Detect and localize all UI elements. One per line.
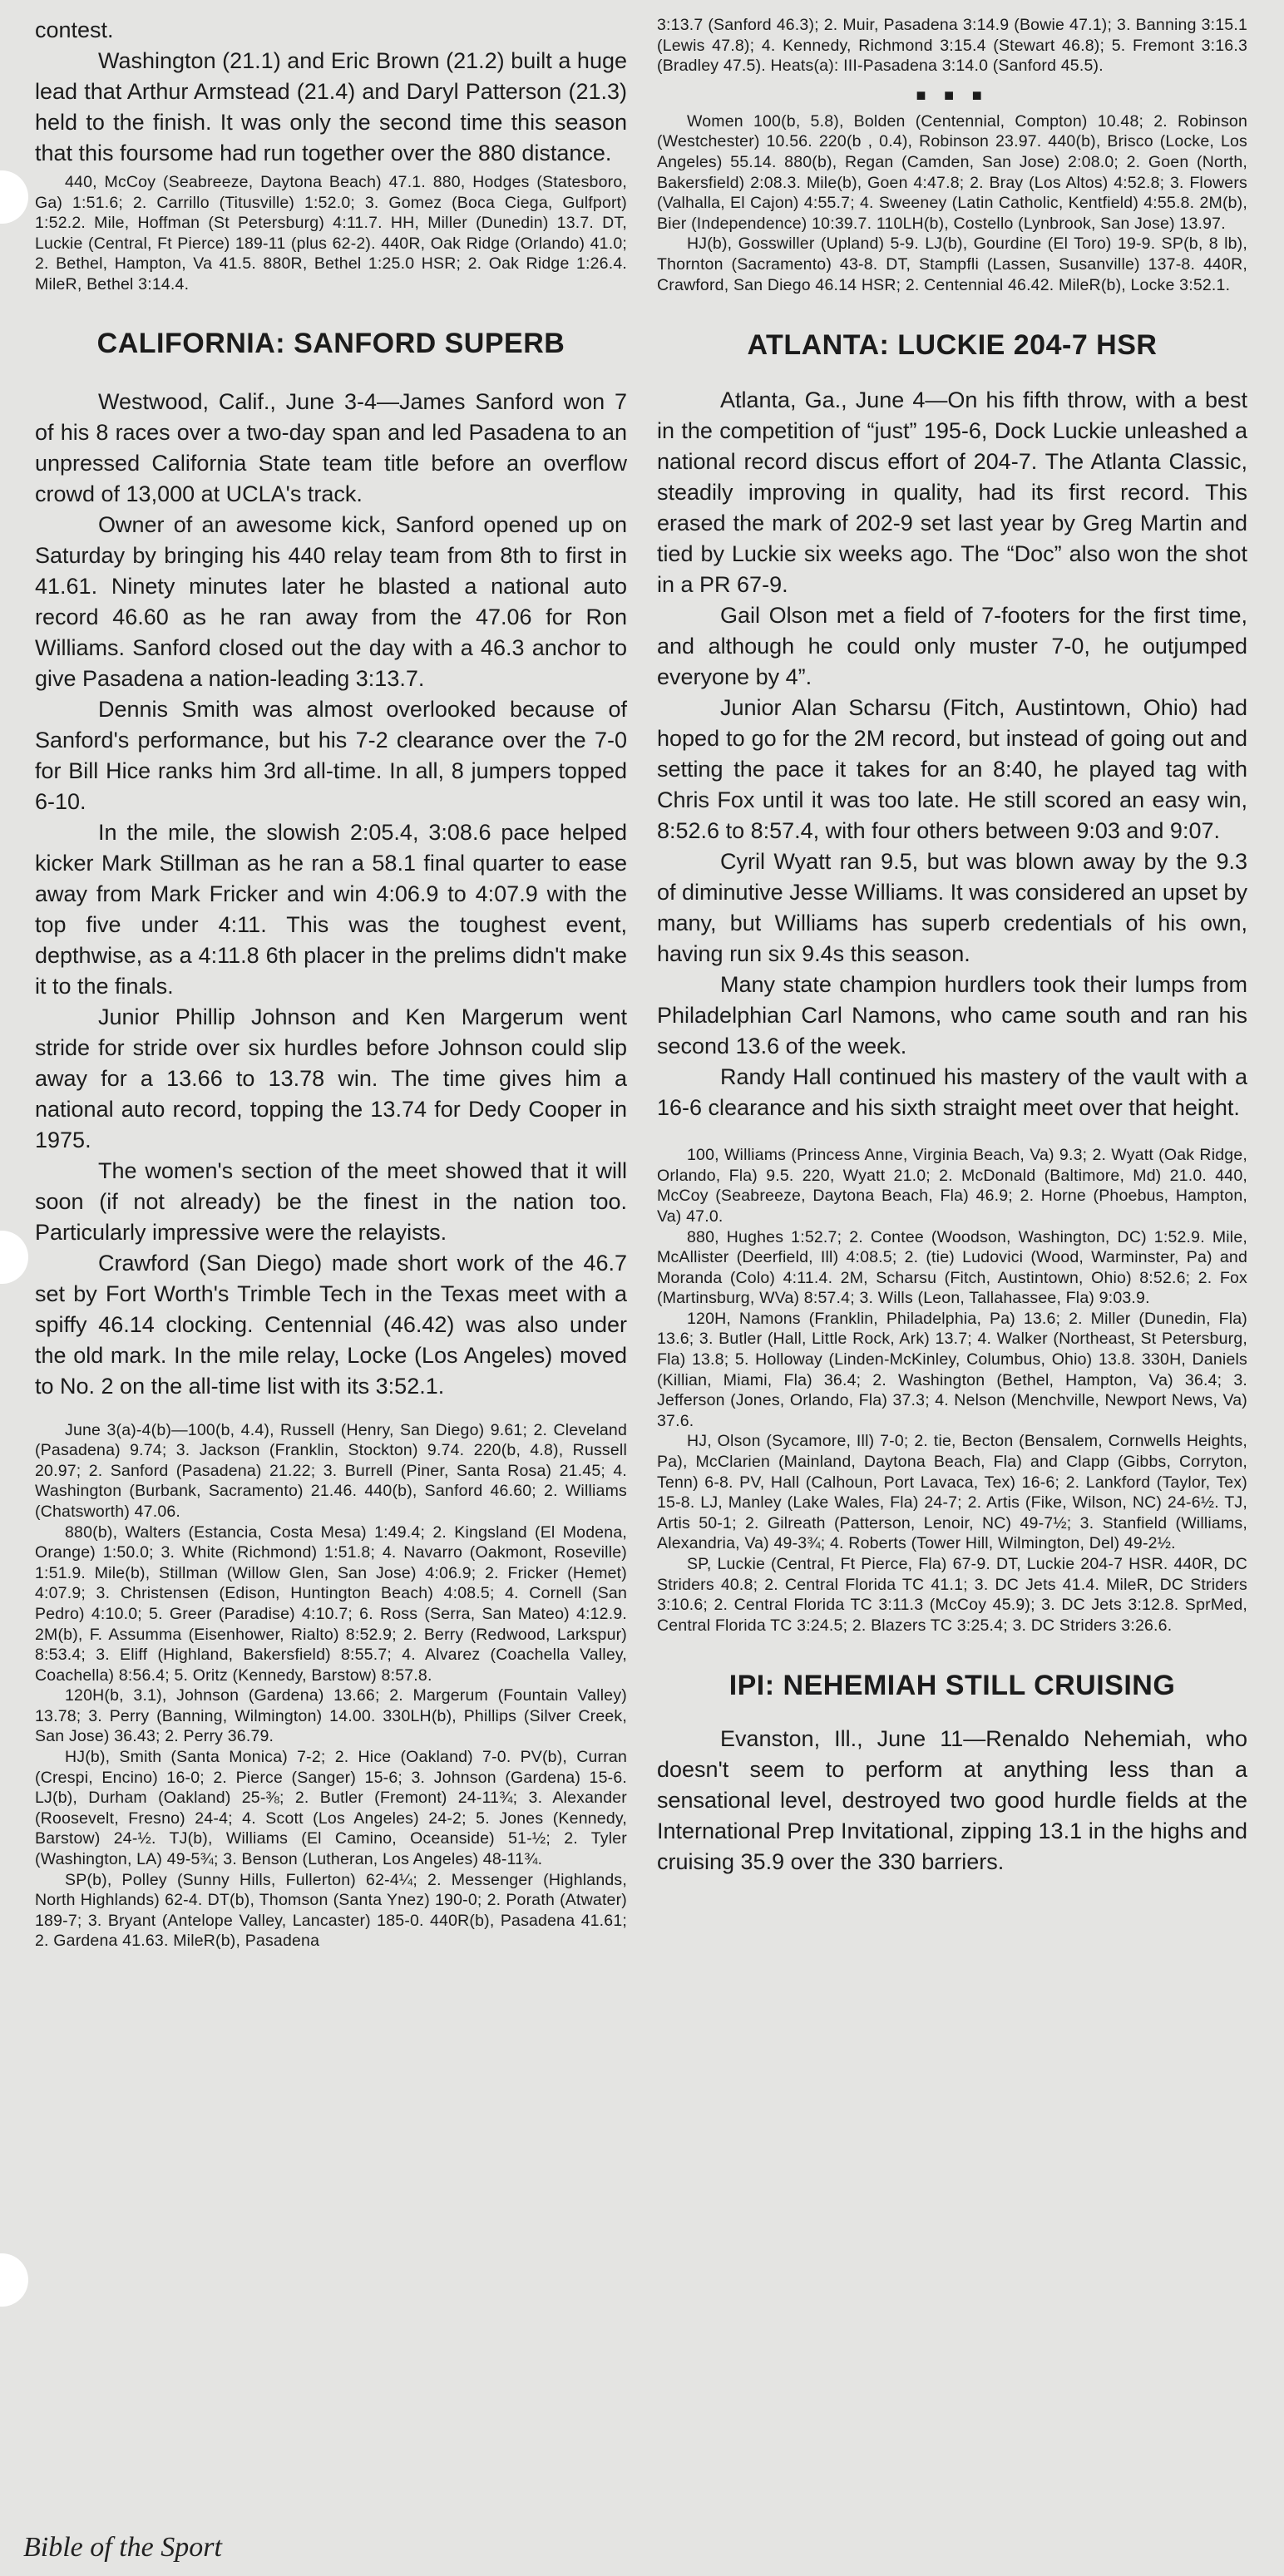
footer-tagline: Bible of the Sport <box>23 2532 222 2563</box>
atlanta-results <box>657 1145 1247 1636</box>
paragraph: Westwood, Calif., June 3-4—James Sanford won 7 of his 8 races over a two-day span and led Pasadena to an unpressed California State team title before an overflow crowd of 13,000 at UCLA's track. <box>35 388 627 506</box>
california-results <box>35 1420 627 1952</box>
results-continuation: 3:13.7 (Sanford 46.3); 2. Muir, Pasadena 3:14.9 (Bowie 47.1); 3. Banning 3:15.1 (Lewis 47.8); 4. Kennedy, Richmond 3:15.4 (Stewart 46.8); 5. Fremont 3:16.3 (Bradley 47.5). Heats(a): III-Pasadena 3:14.0 (Sanford 45.5). <box>657 16 1247 76</box>
results-paragraph: SP, Luckie (Central, Ft Pierce, Fla) 67-9. DT, Luckie 204-7 HSR. 440R, DC Striders 40.8; 2. Central Florida TC 41.1; 3. DC Jets 41.4. MileR, DC Striders 3:10.6; 2. Central Florida TC 3:11.3 (McCoy 45.9); 3. DC Jets 3:12.8. SprMed, Central Florida TC 3:24.5; 2. Blazers TC 3:25.4; 3. DC Striders 3:26.6. <box>657 1555 1247 1635</box>
heading-atlanta: ATLANTA: LUCKIE 204-7 HSR <box>747 329 1158 362</box>
paragraph-ipi: Evanston, Ill., June 11—Renaldo Nehemiah, who doesn't seem to perform at anything less than a sensational level, destroyed two good hurdle fields at the International Prep Invitational, zipping 13.1 in the highs and cruising 35.9 over the 330 barriers. <box>657 1726 1247 1875</box>
results-florida: 440, McCoy (Seabreeze, Daytona Beach) 47.1. 880, Hodges (Statesboro, Ga) 1:51.6; 2. Carrillo (Titusville) 1:52.0; 3. Gomez (Boca Ciega, Gulfport) 1:52.2. Mile, Hoffman (St Petersburg) 4:11.7. HH, Miller (Dunedin) 13.7. DT, Luckie (Central, Ft Pierce) 189-11 (plus 62-2). 440R, Oak Ridge (Orlando) 41.0; 2. Bethel, Hampton, Va 41.5. 880R, Bethel 1:25.0 HSR; 2. Oak Ridge 1:26.4. MileR, Bethel 3:14.4. <box>35 173 627 294</box>
paragraph: The women's section of the meet showed that it will soon (if not already) be the finest in the nation too. Particularly impressive were the relayists. <box>35 1157 627 1245</box>
paragraph: Atlanta, Ga., June 4—On his fifth throw, with a best in the competition of “just” 195-6, Dock Luckie unleashed a national record discus effort of 204-7. The Atlanta Classic, steadily improving in quality, had its first record. This erased the mark of 202-9 set last year by Greg Martin and tied by Luckie six weeks ago. The “Doc” also won the shot in a PR 67-9. <box>657 387 1247 598</box>
california-story <box>35 387 627 1402</box>
right-column <box>657 15 1247 1878</box>
results-paragraph: 880, Hughes 1:52.7; 2. Contee (Woodson, Washington, DC) 1:52.9. Mile, McAllister (Deerfield, Ill) 4:08.5; 2. (tie) Ludovici (Wood, Warminster, Pa) and Moranda (Colo) 4:11.4. 2M, Scharsu (Fitch, Austintown, Ohio) 8:52.6; 2. Fox (Martinsburg, WVa) 8:57.4; 3. Wills (Leon, Tallahassee, Fla) 9:03.9. <box>657 1227 1247 1308</box>
punch-hole <box>0 1231 28 1284</box>
left-column <box>35 15 627 1952</box>
paragraph: Randy Hall continued his mastery of the vault with a 16-6 clearance and his sixth straight meet over that height. <box>657 1064 1247 1121</box>
paragraph: Junior Alan Scharsu (Fitch, Austintown, Ohio) had hoped to go for the 2M record, but instead of going out and setting the pace it takes for an 8:40, he played tag with Chris Fox until it was too late. He still scored an easy win, 8:52.6 to 8:57.4, with four others between 9:03 and 9:07. <box>657 695 1247 844</box>
results-paragraph: HJ(b), Smith (Santa Monica) 7-2; 2. Hice (Oakland) 7-0. PV(b), Curran (Crespi, Encino) 16-0; 2. Pierce (Sanger) 15-6; 3. Johnson (Gardena) 15-6. LJ(b), Durham (Oakland) 25-⅜; 2. Butler (Fremont) 24-11¾; 3. Alexander (Roosevelt, Fresno) 24-4; 4. Scott (Los Angeles) 24-2; 5. Jones (Kennedy, Barstow) 24-½. TJ(b), Williams (El Camino, Oceanside) 51-½; 2. Tyler (Washington, LA) 49-5¾; 3. Benson (Lutheran, Los Angeles) 48-11¾. <box>35 1748 627 1869</box>
results-paragraph: 880(b), Walters (Estancia, Costa Mesa) 1:49.4; 2. Kingsland (El Modena, Orange) 1:50.0; 3. White (Richmond) 1:51.8; 4. Navarro (Oakmont, Roseville) 1:51.9. Mile(b), Stillman (Willow Glen, San Jose) 4:06.9; 2. Fricker (Hemet) 4:07.9; 3. Christensen (Edison, Huntington Beach) 4:08.5; 4. Cornell (San Pedro) 4:10.0; 5. Greer (Paradise) 4:10.7; 6. Ross (Serra, San Mateo) 4:12.9. 2M(b), F. Assumma (Eisenhower, Rialto) 8:52.9; 2. Berry (Redwood, Larkspur) 8:53.4; 3. Eliff (Highland, Bakersfield) 8:55.7; 4. Alvarez (Coachella Valley, Coachella) 8:56.4; 5. Oritz (Kennedy, Barstow) 8:57.8. <box>35 1522 627 1685</box>
atlanta-story <box>657 385 1247 1123</box>
heading-ipi: IPI: NEHEMIAH STILL CRUISING <box>728 1670 1176 1702</box>
results-paragraph: 100, Williams (Princess Anne, Virginia Beach, Va) 9.3; 2. Wyatt (Oak Ridge, Orlando, Fla) 9.5. 220, Wyatt 21.0; 2. McDonald (Baltimore, Md) 21.0. 440, McCoy (Seabreeze, Daytona Beach, Fla) 46.9; 2. Horne (Phoebus, Hampton, Va) 47.0. <box>657 1146 1247 1226</box>
paragraph: Crawford (San Diego) made short work of the 46.7 set by Fort Worth's Trimble Tech in the Texas meet with a spiffy 46.14 clocking. Centennial (46.42) was also under the old mark. In the mile relay, Locke (Los Angeles) moved to No. 2 on the all-time list with its 3:52.1. <box>35 1250 627 1399</box>
paragraph-continuation: contest. <box>35 17 114 42</box>
paragraph: Cyril Wyatt ran 9.5, but was blown away by the 9.3 of diminutive Jesse Williams. It was considered an upset by many, but Williams has superb credentials of his own, having run six 9.4s this season. <box>657 849 1247 967</box>
results-paragraph: 120H, Namons (Franklin, Philadelphia, Pa) 13.6; 2. Miller (Dunedin, Fla) 13.6; 3. Butler (Hall, Little Rock, Ark) 13.7; 4. Walker (Northeast, St Petersburg, Fla) 13.8; 5. Holloway (Linden-McKinley, Columbus, Ohio) 13.8. 330H, Daniels (Killian, Miami, Fla) 36.4; 2. Washington (Bethel, Hampton, Va) 36.4; 3. Jefferson (Jones, Orlando, Fla) 37.3; 4. Nelson (Menchville, Newport News, Va) 37.6. <box>657 1309 1247 1430</box>
results-paragraph: SP(b), Polley (Sunny Hills, Fullerton) 62-4¼; 2. Messenger (Highlands, North Highlands) 62-4. DT(b), Thomson (Santa Ynez) 190-0; 2. Porath (Atwater) 189-7; 3. Bryant (Antelope Valley, Lancaster) 185-0. 440R(b), Pasadena 41.61; 2. Gardena 41.63. MileR(b), Pasadena <box>35 1870 627 1951</box>
section-separator: ■ ■ ■ <box>916 86 989 105</box>
paragraph: Owner of an awesome kick, Sanford opened up on Saturday by bringing his 440 relay team from 8th to first in 41.61. Ninety minutes later he blasted a national auto record 46.60 as he ran away from the 47.06 for Ron Williams. Sanford closed out the day with a 46.3 anchor to give Pasadena a nation-leading 3:13.7. <box>35 511 627 691</box>
paragraph: In the mile, the slowish 2:05.4, 3:08.6 pace helped kicker Mark Stillman as he ran a 58.1 final quarter to ease away from Mark Fricker and win 4:06.9 to 4:07.9 with the top five under 4:11. This was the toughest event, depthwise, as a 4:11.8 6th placer in the prelims didn't make it to the finals. <box>35 819 627 999</box>
paragraph: Gail Olson met a field of 7-footers for the first time, and although he could only muster 7-0, he outjumped everyone by 4”. <box>657 603 1247 690</box>
paragraph-washington: Washington (21.1) and Eric Brown (21.2) built a huge lead that Arthur Armstead (21.4) and Daryl Patterson (21.3) held to the finish. It was only the second time this season that this foursome had run together over the 880 distance. <box>35 48 627 165</box>
results-women-field: HJ(b), Gosswiller (Upland) 5-9. LJ(b), Gourdine (El Toro) 19-9. SP(b, 8 lb), Thornton (Sacramento) 43-8. DT, Stampfli (Lassen, Susanville) 137-8. 440R, Crawford, San Diego 46.14 HSR; 2. Centennial 46.42. MileR(b), Locke 3:52.1. <box>657 234 1247 294</box>
paragraph: Many state champion hurdlers took their lumps from Philadelphian Carl Namons, who came south and ran his second 13.6 of the week. <box>657 972 1247 1059</box>
paragraph: Junior Phillip Johnson and Ken Margerum went stride for stride over six hurdles before Johnson could slip away for a 13.66 to 13.78 win. The time gives him a national auto record, topping the 13.74 for Dedy Cooper in 1975. <box>35 1004 627 1152</box>
results-paragraph: HJ, Olson (Sycamore, Ill) 7-0; 2. tie, Becton (Bensalem, Cornwells Heights, Pa), McClarien (Mainland, Daytona Beach, Fla) and Clapp (Gibbs, Corryton, Tenn) 6-8. PV, Hall (Calhoun, Port Lavaca, Tex) 16-6; 2. Lankford (Taylor, Tex) 15-8. LJ, Manley (Lake Wales, Fla) 24-7; 2. Artis (Fike, Wilson, NC) 24-6½. TJ, Artis 50-1; 2. Gilreath (Patterson, Lenoir, NC) 49-7½; 3. Stanfield (Williams, Alexandria, Va) 49-3¾; 4. Roberts (Tower Hill, Wilmington, Del) 49-2½. <box>657 1432 1247 1553</box>
results-paragraph: June 3(a)-4(b)—100(b, 4.4), Russell (Henry, San Diego) 9.61; 2. Cleveland (Pasadena) 9.74; 3. Jackson (Franklin, Stockton) 9.74. 220(b, 4.8), Russell 20.97; 2. Sanford (Pasadena) 21.22; 3. Burrell (Piner, Santa Rosa) 21.45; 4. Washington (Burbank, Sacramento) 21.46. 440(b), Sanford 46.60; 2. Williams (Chatsworth) 47.06. <box>35 1420 627 1521</box>
results-paragraph: 120H(b, 3.1), Johnson (Gardena) 13.66; 2. Margerum (Fountain Valley) 13.78; 3. Perry (Banning, Wilmington) 14.00. 330LH(b), Phillips (Silver Creek, San Jose) 36.43; 2. Perry 36.79. <box>35 1686 627 1746</box>
results-women: Women 100(b, 5.8), Bolden (Centennial, Compton) 10.48; 2. Robinson (Westchester) 10.56. 220(b , 0.4), Robinson 23.97. 440(b), Brisco (Locke, Los Angeles) 55.14. 880(b), Regan (Camden, San Jose) 2:08.0; 2. Goen (North, Bakersfield) 2:08.3. Mile(b), Goen 4:47.8; 2. Bray (Los Altos) 4:52.8; 3. Flowers (Valhalla, El Cajon) 4:55.7; 4. Sweeney (Latin Catholic, Kentfield) 4:55.8. 2M(b), Bier (Independence) 10:39.7. 110LH(b), Costello (Lynbrook, San Jose) 13.97. <box>657 111 1247 233</box>
punch-hole <box>0 2253 28 2307</box>
heading-california: CALIFORNIA: SANFORD SUPERB <box>96 327 565 359</box>
paragraph: Dennis Smith was almost overlooked because of Sanford's performance, but his 7-2 clearance over the 7-0 for Bill Hice ranks him 3rd all-time. In all, 8 jumpers topped 6-10. <box>35 696 627 814</box>
punch-hole <box>0 170 28 224</box>
